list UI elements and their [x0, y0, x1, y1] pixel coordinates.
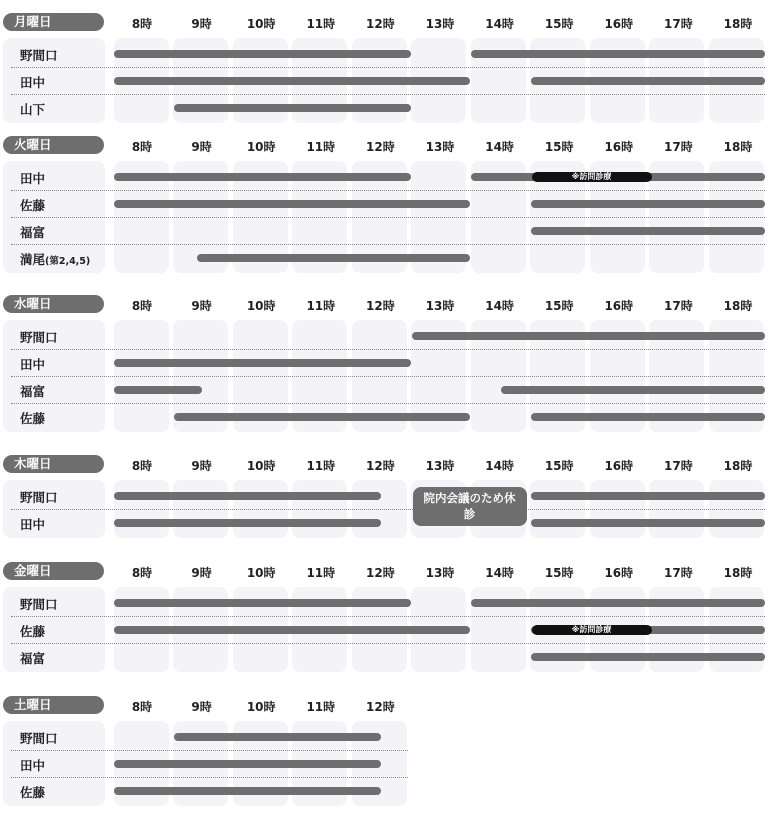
hours-bar: [174, 733, 381, 741]
day-block: [0, 13, 769, 124]
hour-header: 13時: [425, 17, 455, 31]
hours-bar: [531, 77, 765, 85]
row-separator: [11, 616, 765, 617]
hour-header: 18時: [723, 140, 753, 154]
hour-header: 8時: [131, 17, 153, 31]
hours-bar: [501, 386, 765, 394]
hour-header: 13時: [425, 299, 455, 313]
hours-bar: [531, 227, 765, 235]
home-visit-badge: ※訪問診療: [532, 625, 652, 635]
doctor-name-text: 田中: [20, 516, 46, 532]
row-separator: [11, 217, 765, 218]
hour-header: 8時: [131, 140, 153, 154]
hours-bar: [114, 519, 381, 527]
hour-header: 13時: [425, 566, 455, 580]
row-separator: [11, 94, 765, 95]
hour-header: 17時: [664, 299, 693, 313]
doctor-name-text: 佐藤: [20, 623, 46, 639]
hour-header: 12時: [366, 700, 395, 714]
hour-header: 16時: [604, 566, 634, 580]
hours-bar: [114, 77, 470, 85]
hours-bar: [114, 760, 381, 768]
doctor-name: [20, 783, 45, 801]
closed-notice: 院内会議のため休診: [413, 487, 527, 526]
hours-bar: [114, 200, 470, 208]
hour-header: 17時: [664, 459, 693, 473]
hours-bar: [471, 599, 765, 607]
hours-bar: [114, 626, 470, 634]
hour-header: 14時: [485, 17, 514, 31]
hour-header: 9時: [191, 140, 212, 154]
hour-header: 9時: [191, 566, 212, 580]
hours-bar: [114, 492, 381, 500]
hour-header: 18時: [723, 17, 753, 31]
doctor-name: [20, 515, 45, 533]
hours-bar: [174, 104, 411, 112]
doctor-name-text: 佐藤: [20, 410, 46, 426]
doctor-name-text: 田中: [20, 74, 46, 90]
doctor-name-text: 田中: [20, 757, 46, 773]
hour-header: 14時: [485, 459, 514, 473]
hour-header: 12時: [366, 459, 395, 473]
row-separator: [11, 777, 408, 778]
day-label: 金曜日: [3, 562, 104, 580]
doctor-name-text: 田中: [20, 170, 46, 186]
hour-header: 11時: [306, 140, 336, 154]
doctor-name-text: 山下: [20, 101, 46, 117]
hour-header: 11時: [306, 459, 336, 473]
hours-bar: [471, 50, 765, 58]
hour-header: 12時: [366, 17, 395, 31]
hour-header: 10時: [246, 700, 276, 714]
hours-bar: [114, 359, 411, 367]
hour-header: 11時: [306, 299, 336, 313]
hours-bar: [114, 787, 381, 795]
doctor-name-text: 福富: [20, 383, 46, 399]
doctor-name: [20, 409, 45, 427]
day-label: 火曜日: [3, 136, 104, 154]
hour-header: 13時: [425, 140, 455, 154]
day-label: 木曜日: [3, 455, 104, 473]
hour-header: 9時: [191, 17, 212, 31]
row-separator: [11, 190, 765, 191]
day-block: [0, 455, 769, 539]
doctor-name: [20, 649, 45, 667]
hours-bar: [174, 413, 471, 421]
hour-header: 15時: [544, 299, 574, 313]
row-separator: [11, 509, 765, 510]
hour-header: 11時: [306, 566, 336, 580]
hours-bar: [531, 653, 765, 661]
hour-header: 17時: [664, 140, 693, 154]
doctor-name-text: 野間口: [20, 489, 58, 505]
hour-header: 15時: [544, 140, 574, 154]
hour-header: 14時: [485, 299, 514, 313]
hour-header: 8時: [131, 299, 153, 313]
hour-header: 17時: [664, 17, 693, 31]
doctor-name-text: 野間口: [20, 596, 58, 612]
hour-header: 9時: [191, 459, 212, 473]
doctor-name-text: 田中: [20, 356, 46, 372]
doctor-name-text: 野間口: [20, 730, 58, 746]
doctor-name-text: 佐藤: [20, 197, 46, 213]
home-visit-badge: ※訪問診療: [532, 172, 652, 182]
hour-header: 10時: [246, 299, 276, 313]
row-separator: [11, 403, 765, 404]
doctor-name: [20, 223, 45, 241]
doctor-name-text: 満尾: [20, 251, 46, 267]
doctor-name-text: 野間口: [20, 329, 58, 345]
hours-bar: [114, 386, 202, 394]
doctor-name: [20, 100, 45, 118]
doctor-name-text: 福富: [20, 650, 46, 666]
day-label: 水曜日: [3, 295, 104, 313]
doctor-name-text: 佐藤: [20, 784, 46, 800]
row-separator: [11, 349, 765, 350]
hour-header: 12時: [366, 299, 395, 313]
doctor-name: [20, 169, 45, 187]
hour-header: 8時: [131, 700, 153, 714]
doctor-name: [20, 355, 45, 373]
hour-header: 10時: [246, 17, 276, 31]
hour-header: 16時: [604, 17, 634, 31]
doctor-name: [20, 729, 58, 747]
hour-header: 12時: [366, 140, 395, 154]
hours-bar: [412, 332, 765, 340]
doctor-note: (第2,4,5): [45, 255, 91, 267]
row-separator: [11, 376, 765, 377]
hour-header: 16時: [604, 140, 634, 154]
hour-header: 8時: [131, 566, 153, 580]
day-label: 土曜日: [3, 696, 104, 714]
hours-bar: [531, 413, 765, 421]
doctor-name-text: 福富: [20, 224, 46, 240]
day-block: [0, 696, 769, 807]
doctor-name: [20, 73, 45, 91]
hour-header: 11時: [306, 700, 336, 714]
day-block: [0, 136, 769, 274]
hour-header: 15時: [544, 17, 574, 31]
hours-bar: [197, 254, 470, 262]
hour-header: 14時: [485, 566, 514, 580]
hour-header: 15時: [544, 459, 574, 473]
row-separator: [11, 643, 765, 644]
hours-bar: [531, 519, 765, 527]
doctor-name: [20, 196, 45, 214]
hours-bar: [531, 492, 765, 500]
hour-header: 10時: [246, 459, 276, 473]
hour-header: 16時: [604, 459, 634, 473]
day-label: 月曜日: [3, 13, 104, 31]
hour-header: 18時: [723, 566, 753, 580]
hours-bar: [114, 599, 411, 607]
doctor-name: [20, 382, 45, 400]
hour-header: 18時: [723, 299, 753, 313]
hour-header: 14時: [485, 140, 514, 154]
row-separator: [11, 67, 765, 68]
hour-header: 9時: [191, 299, 212, 313]
doctor-name: [20, 328, 58, 346]
doctor-name-text: 野間口: [20, 47, 58, 63]
doctor-name: [20, 250, 90, 268]
doctor-name: [20, 46, 58, 64]
hour-header: 17時: [664, 566, 693, 580]
hours-bar: [531, 200, 765, 208]
hour-header: 8時: [131, 459, 153, 473]
day-block: [0, 295, 769, 433]
hour-header: 13時: [425, 459, 455, 473]
hours-bar: [114, 50, 411, 58]
hour-header: 12時: [366, 566, 395, 580]
hour-header: 10時: [246, 566, 276, 580]
hour-header: 15時: [544, 566, 574, 580]
doctor-name: [20, 488, 58, 506]
row-separator: [11, 244, 765, 245]
hour-header: 11時: [306, 17, 336, 31]
row-separator: [11, 750, 408, 751]
hour-header: 9時: [191, 700, 212, 714]
doctor-name: [20, 622, 45, 640]
hour-header: 10時: [246, 140, 276, 154]
hour-header: 16時: [604, 299, 634, 313]
day-block: [0, 562, 769, 673]
doctor-name: [20, 595, 58, 613]
doctor-name: [20, 756, 45, 774]
hour-header: 18時: [723, 459, 753, 473]
hours-bar: [114, 173, 411, 181]
